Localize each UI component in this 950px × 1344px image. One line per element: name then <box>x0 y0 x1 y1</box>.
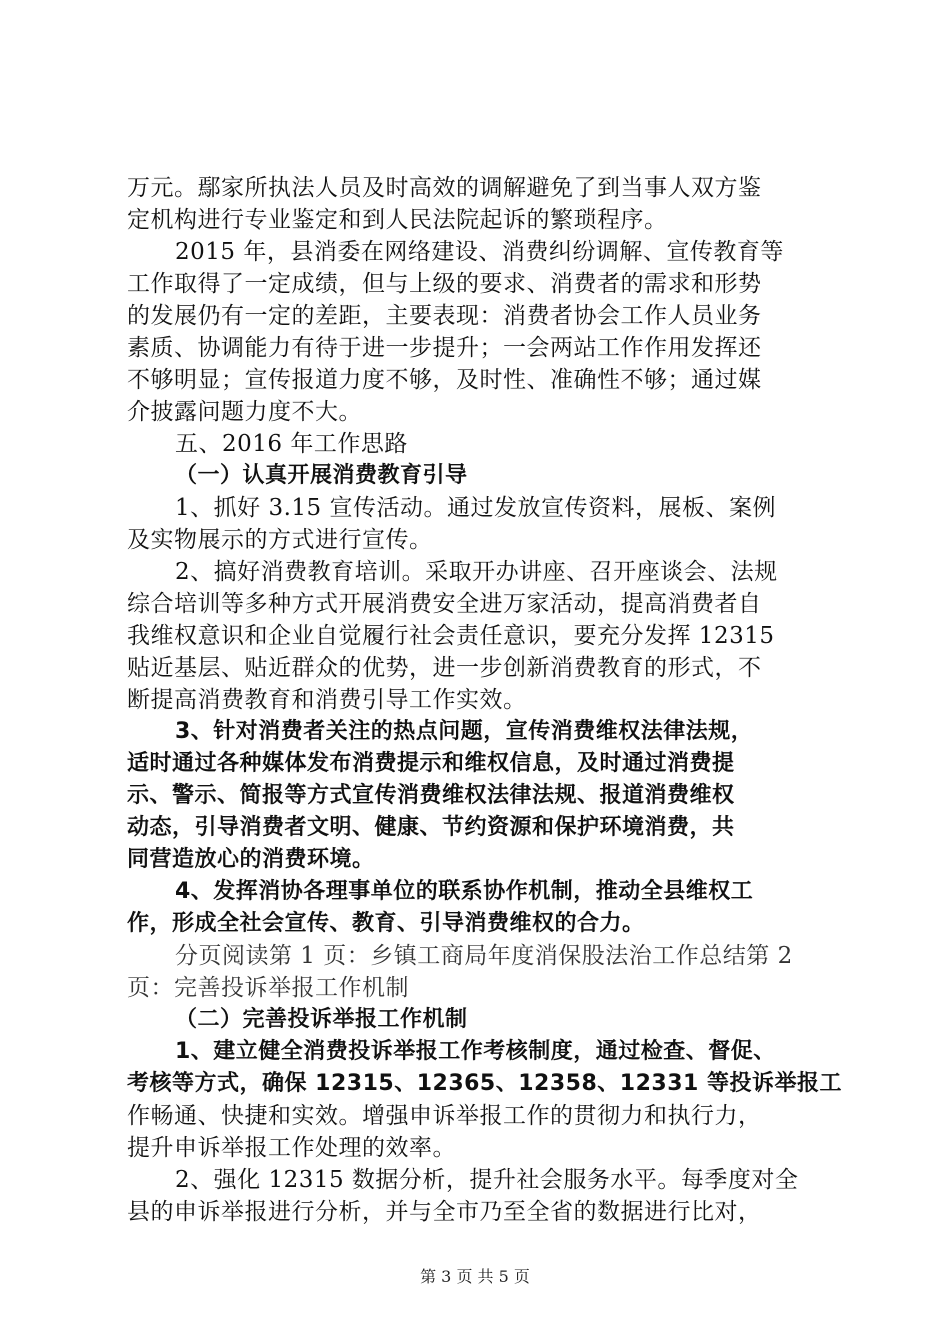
text-line: 考核等方式，确保 12315、12365、12358、12331 等投诉举报工 <box>127 1071 842 1096</box>
text-line: 我维权意识和企业自觉履行社会责任意识，要充分发挥 12315 <box>127 623 775 649</box>
subsection-heading: （二）完善投诉举报工作机制 <box>175 1007 468 1032</box>
text-line: 综合培训等多种方式开展消费安全进万家活动，提高消费者自 <box>127 591 762 617</box>
text-line: 适时通过各种媒体发布消费提示和维权信息，及时通过消费提 <box>127 751 735 776</box>
text-line: 定机构进行专业鉴定和到人民法院起诉的繁琐程序。 <box>127 207 668 233</box>
text-line: 动态，引导消费者文明、健康、节约资源和保护环境消费，共 <box>127 815 735 840</box>
text-line: 示、警示、简报等方式宣传消费维权法律法规、报道消费维权 <box>127 783 735 808</box>
text-line: 3、针对消费者关注的热点问题，宣传消费维权法律法规， <box>175 719 754 744</box>
text-line: 介披露问题力度不大。 <box>127 399 362 425</box>
text-line: 及实物展示的方式进行宣传。 <box>127 527 433 553</box>
text-line: 不够明显；宣传报道力度不够，及时性、准确性不够；通过媒 <box>127 367 762 393</box>
text-line: 1、抓好 3.15 宣传活动。通过发放宣传资料，展板、案例 <box>175 495 776 521</box>
text-line: 贴近基层、贴近群众的优势，进一步创新消费教育的形式，不 <box>127 655 762 681</box>
text-line: 同营造放心的消费环境。 <box>127 847 375 872</box>
subsection-heading: （一）认真开展消费教育引导 <box>175 463 468 488</box>
text-line: 1、建立健全消费投诉举报工作考核制度，通过检查、督促、 <box>175 1039 776 1064</box>
text-line: 提升申诉举报工作处理的效率。 <box>127 1135 456 1161</box>
text-line: 断提高消费教育和消费引导工作实效。 <box>127 687 527 713</box>
text-line: 2、搞好消费教育培训。采取开办讲座、召开座谈会、法规 <box>175 559 778 585</box>
text-line: 4、发挥消协各理事单位的联系协作机制，推动全县维权工 <box>175 879 754 904</box>
page-nav-text: 分页阅读第 1 页：乡镇工商局年度消保股法治工作总结第 2 <box>175 943 793 969</box>
text-line: 2015 年，县消委在网络建设、消费纠纷调解、宣传教育等 <box>175 239 784 265</box>
page-footer: 第 3 页 共 5 页 <box>420 1267 530 1286</box>
text-line: 素质、协调能力有待于进一步提升；一会两站工作作用发挥还 <box>127 335 762 361</box>
text-line: 万元。鄢家所执法人员及时高效的调解避免了到当事人双方鉴 <box>127 175 762 201</box>
section-heading: 五、2016 年工作思路 <box>175 431 408 457</box>
text-line: 作畅通、快捷和实效。增强申诉举报工作的贯彻力和执行力， <box>127 1103 762 1129</box>
text-line: 的发展仍有一定的差距，主要表现：消费者协会工作人员业务 <box>127 303 762 329</box>
text-line: 县的申诉举报进行分析，并与全市乃至全省的数据进行比对， <box>127 1199 762 1225</box>
text-line: 工作取得了一定成绩，但与上级的要求、消费者的需求和形势 <box>127 271 762 297</box>
text-line: 2、强化 12315 数据分析，提升社会服务水平。每季度对全 <box>175 1167 799 1193</box>
text-line: 作，形成全社会宣传、教育、引导消费维权的合力。 <box>127 911 645 936</box>
page-nav-text: 页：完善投诉举报工作机制 <box>127 975 409 1001</box>
